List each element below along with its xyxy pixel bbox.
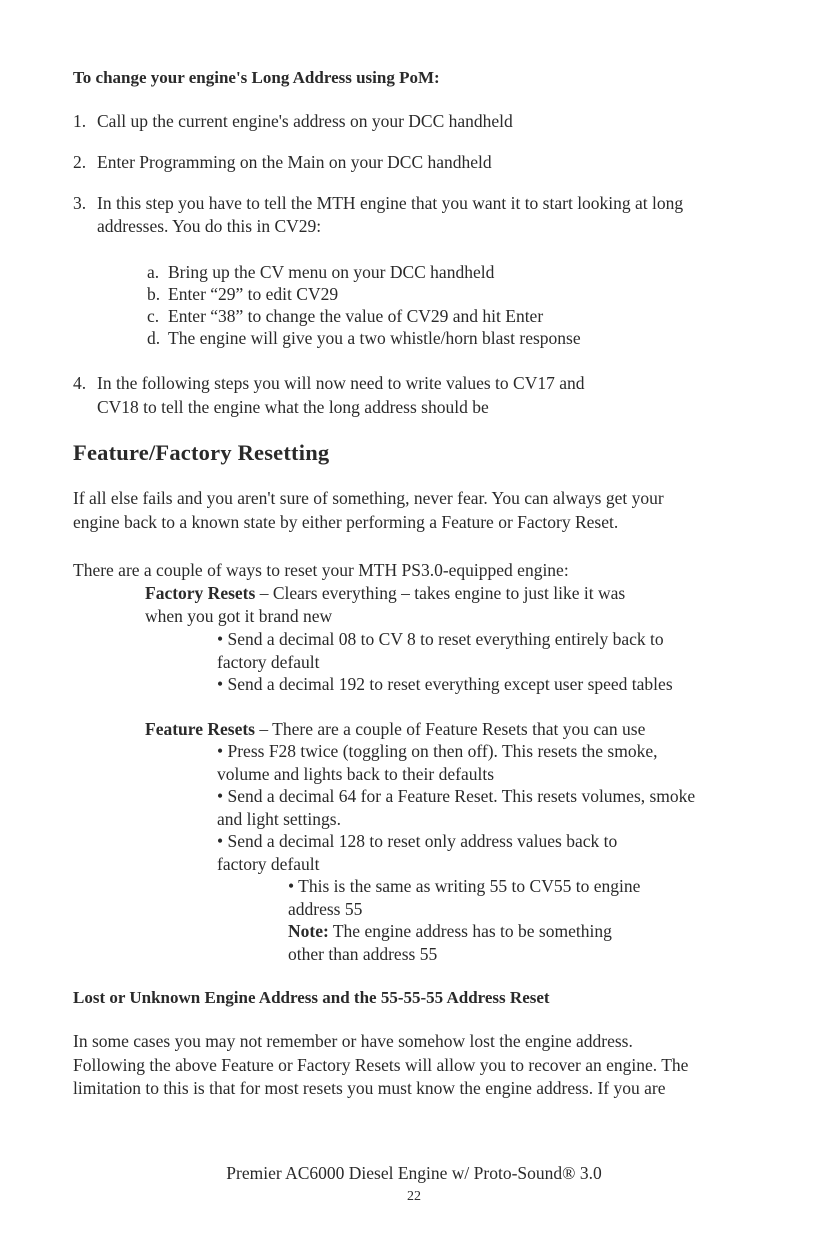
note-text: The engine address has to be something bbox=[328, 921, 612, 941]
list-item bbox=[73, 372, 585, 395]
substep-text: Bring up the CV menu on your DCC handheld bbox=[168, 262, 495, 282]
list-item bbox=[147, 305, 543, 328]
list-item bbox=[147, 283, 338, 306]
substep-letter: b. bbox=[147, 284, 161, 304]
feature-resets-desc: – There are a couple of Feature Resets that you can use bbox=[254, 719, 646, 739]
page-number: 22 bbox=[407, 1189, 421, 1204]
step-text: Enter Programming on the Main on your DCC handheld bbox=[97, 152, 492, 172]
footer-title: Premier AC6000 Diesel Engine w/ Proto-Sound® 3.0 bbox=[226, 1163, 602, 1183]
bullet-item: • Send a decimal 64 for a Feature Reset. This resets volumes, smoke bbox=[217, 786, 696, 806]
feature-resets-label: Feature Resets bbox=[145, 719, 255, 739]
paragraph-line: limitation to this is that for most resets you must know the engine address. If you are bbox=[73, 1078, 666, 1098]
substep-letter: c. bbox=[147, 306, 160, 326]
step-number: 3. bbox=[73, 193, 87, 213]
bullet-item: • Send a decimal 192 to reset everything except user speed tables bbox=[217, 674, 673, 694]
step-text: In the following steps you will now need to write values to CV17 and bbox=[97, 373, 585, 393]
note-continuation: other than address 55 bbox=[288, 944, 438, 964]
substep-text: Enter “38” to change the value of CV29 and hit Enter bbox=[168, 306, 544, 326]
list-item bbox=[73, 110, 513, 133]
paragraph-line: when you got it brand new bbox=[145, 606, 333, 626]
substep-text: Enter “29” to edit CV29 bbox=[168, 284, 339, 304]
step-text: In this step you have to tell the MTH engine that you want it to start looking at long bbox=[97, 193, 684, 213]
step-text: Call up the current engine's address on your DCC handheld bbox=[97, 111, 513, 131]
nested-bullet-item: • This is the same as writing 55 to CV55 to engine bbox=[288, 876, 641, 896]
bullet-item: • Send a decimal 08 to CV 8 to reset everything entirely back to bbox=[217, 629, 664, 649]
step-continuation: CV18 to tell the engine what the long address should be bbox=[97, 397, 489, 417]
paragraph-line: If all else fails and you aren't sure of something, never fear. You can always get your bbox=[73, 488, 664, 508]
factory-resets-label: Factory Resets bbox=[145, 583, 256, 603]
list-item bbox=[147, 327, 581, 350]
list-item bbox=[147, 261, 494, 284]
substep-letter: d. bbox=[147, 328, 161, 348]
bullet-continuation: volume and lights back to their defaults bbox=[217, 764, 495, 784]
list-item bbox=[73, 151, 492, 174]
section-heading: Feature/Factory Resetting bbox=[73, 440, 330, 465]
substep-letter: a. bbox=[147, 262, 160, 282]
substep-text: The engine will give you a two whistle/horn blast response bbox=[168, 328, 581, 348]
bullet-continuation: factory default bbox=[217, 652, 320, 672]
step-continuation: addresses. You do this in CV29: bbox=[97, 216, 322, 236]
bullet-continuation: and light settings. bbox=[217, 809, 341, 829]
note-label: Note: bbox=[288, 921, 329, 941]
step-number: 2. bbox=[73, 152, 87, 172]
paragraph-line: engine back to a known state by either performing a Feature or Factory Reset. bbox=[73, 512, 619, 532]
step-number: 1. bbox=[73, 111, 87, 131]
bullet-item: • Press F28 twice (toggling on then off). This resets the smoke, bbox=[217, 741, 658, 761]
bullet-continuation: factory default bbox=[217, 854, 320, 874]
lost-address-heading: Lost or Unknown Engine Address and the 55-55-55 Address Reset bbox=[73, 988, 550, 1007]
note-line bbox=[288, 920, 612, 943]
paragraph-line: There are a couple of ways to reset your MTH PS3.0-equipped engine: bbox=[73, 560, 569, 580]
bullet-item: • Send a decimal 128 to reset only address values back to bbox=[217, 831, 618, 851]
factory-resets-line bbox=[145, 582, 625, 605]
pom-heading: To change your engine's Long Address using PoM: bbox=[73, 68, 440, 87]
list-item bbox=[73, 192, 683, 215]
paragraph-line: In some cases you may not remember or have somehow lost the engine address. bbox=[73, 1031, 633, 1051]
factory-resets-desc: – Clears everything – takes engine to just like it was bbox=[255, 583, 626, 603]
feature-resets-line bbox=[145, 718, 645, 741]
nested-bullet-continuation: address 55 bbox=[288, 899, 363, 919]
step-number: 4. bbox=[73, 373, 87, 393]
paragraph-line: Following the above Feature or Factory Resets will allow you to recover an engine. The bbox=[73, 1055, 689, 1075]
